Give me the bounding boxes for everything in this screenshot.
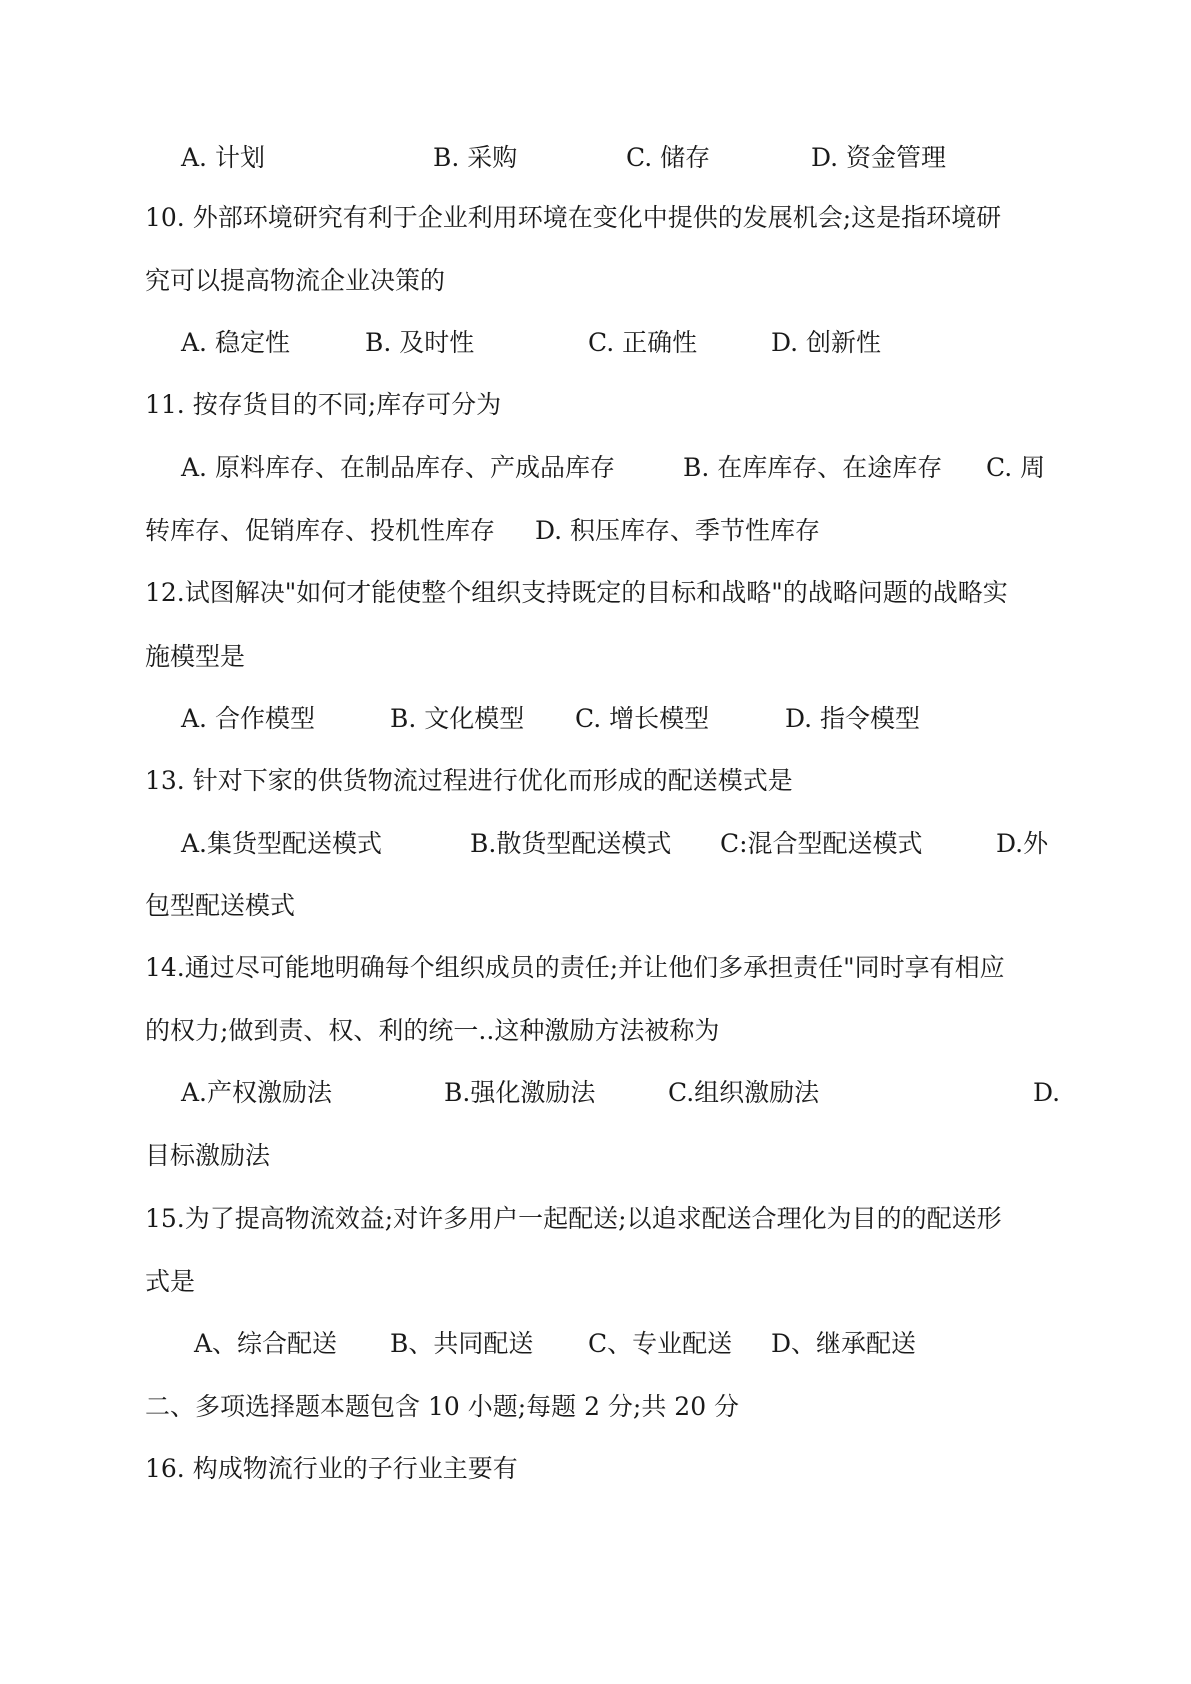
q12-option-a: A. 合作模型: [181, 704, 315, 733]
q15-stem-line1: 15.为了提高物流效益;对许多用户一起配送;以追求配送合理化为目的的配送形: [145, 1204, 1002, 1233]
q15-option-c: C、专业配送: [588, 1329, 733, 1358]
q10-stem-line2: 究可以提高物流企业决策的: [145, 266, 446, 295]
q9-option-b: B. 采购: [433, 143, 518, 172]
q10-option-d: D. 创新性: [771, 328, 882, 357]
q13-option-d-part2: 包型配送模式: [145, 891, 296, 920]
q14-option-d-part2: 目标激励法: [145, 1141, 271, 1170]
q15-option-d: D、继承配送: [771, 1329, 917, 1358]
q11-stem-line1: 11. 按存货目的不同;库存可分为: [145, 390, 502, 419]
q14-option-b: B.强化激励法: [444, 1078, 596, 1107]
q12-option-c: C. 增长模型: [575, 704, 710, 733]
q9-option-d: D. 资金管理: [811, 143, 947, 172]
q11-option-d: D. 积压库存、季节性库存: [535, 516, 821, 545]
q12-option-b: B. 文化模型: [390, 704, 525, 733]
q14-stem-line2: 的权力;做到责、权、利的统一..这种激励方法被称为: [145, 1016, 720, 1045]
q10-option-b: B. 及时性: [365, 328, 475, 357]
q12-option-d: D. 指令模型: [785, 704, 921, 733]
q12-stem-line2: 施模型是: [145, 642, 246, 671]
q14-option-d-part1: D.: [1033, 1078, 1061, 1107]
section-heading-multiple-choice: 二、多项选择题本题包含 10 小题;每题 2 分;共 20 分: [145, 1392, 740, 1421]
q10-option-a: A. 稳定性: [181, 328, 290, 357]
q10-stem-line1: 10. 外部环境研究有利于企业利用环境在变化中提供的发展机会;这是指环境研: [145, 203, 1002, 232]
q9-option-a: A. 计划: [181, 143, 265, 172]
q15-option-b: B、共同配送: [390, 1329, 534, 1358]
q15-stem-line2: 式是: [145, 1267, 196, 1296]
q16-stem-line1: 16. 构成物流行业的子行业主要有: [145, 1454, 518, 1483]
q9-option-c: C. 储存: [626, 143, 711, 172]
q14-stem-line1: 14.通过尽可能地明确每个组织成员的责任;并让他们多承担责任"同时享有相应: [145, 953, 1005, 982]
q11-option-c-part1: C. 周: [986, 453, 1046, 482]
q11-option-b: B. 在库库存、在途库存: [683, 453, 943, 482]
q13-option-a: A.集货型配送模式: [181, 829, 383, 858]
q15-option-a: A、综合配送: [194, 1329, 338, 1358]
q13-stem-line1: 13. 针对下家的供货物流过程进行优化而形成的配送模式是: [145, 766, 793, 795]
q13-option-d-part1: D.外: [996, 829, 1049, 858]
q10-option-c: C. 正确性: [588, 328, 698, 357]
q11-option-c-part2: 转库存、促销库存、投机性库存: [145, 516, 496, 545]
q13-option-c: C:混合型配送模式: [720, 829, 923, 858]
q14-option-a: A.产权激励法: [181, 1078, 333, 1107]
q14-option-c: C.组织激励法: [668, 1078, 820, 1107]
q13-option-b: B.散货型配送模式: [470, 829, 672, 858]
q11-option-a: A. 原料库存、在制品库存、产成品库存: [181, 453, 615, 482]
q12-stem-line1: 12.试图解决"如何才能使整个组织支持既定的目标和战略"的战略问题的战略实: [145, 578, 1008, 607]
